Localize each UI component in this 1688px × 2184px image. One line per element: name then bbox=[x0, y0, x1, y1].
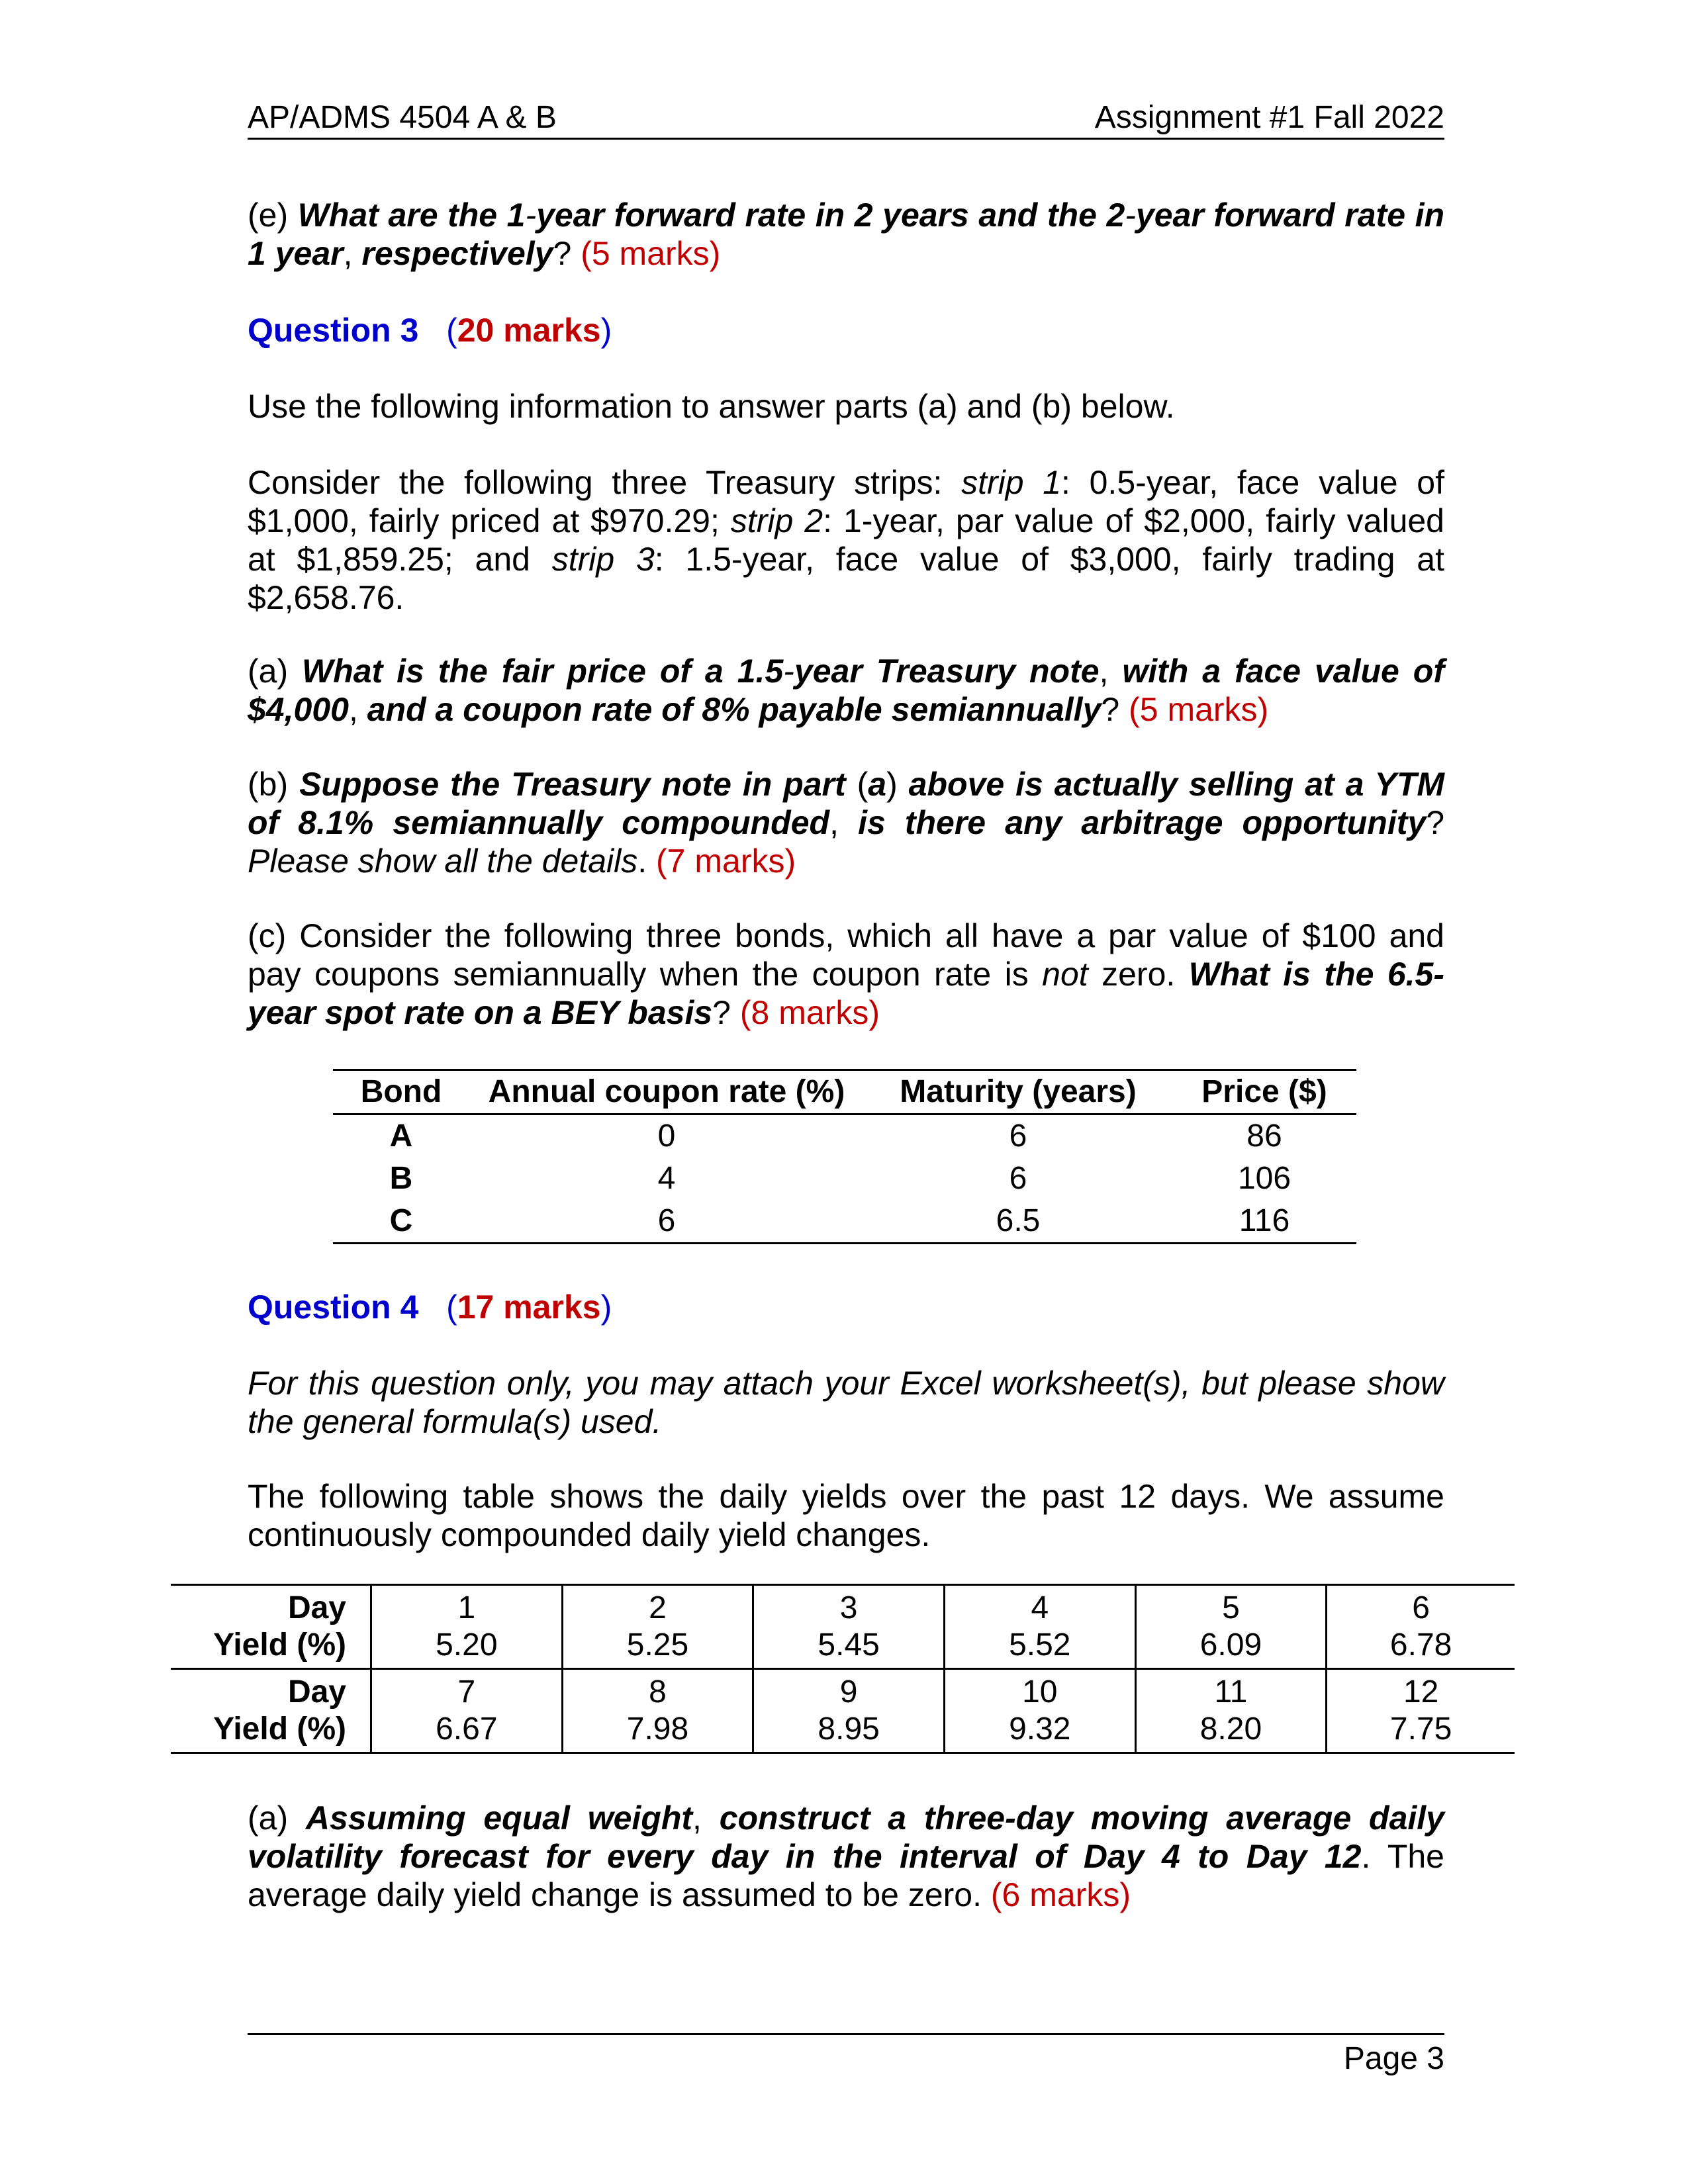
yield-label: Yield (%) bbox=[213, 1711, 346, 1747]
marks-label: (8 marks) bbox=[739, 994, 880, 1031]
marks-label: (6 marks) bbox=[990, 1876, 1131, 1913]
yield-table-block-1 bbox=[171, 1585, 1515, 1669]
marks-label: (5 marks) bbox=[581, 235, 721, 272]
bond-table-header bbox=[333, 1070, 1356, 1115]
table-row: B 4 6 106 bbox=[389, 1161, 1291, 1196]
question-4a: (a) Assuming equal weight, construct a three-day moving average daily volatility forecast for every day in the interval of Day 4 to Day 12. The average daily yield change is assumed to be zero. (6 marks) bbox=[248, 1799, 1444, 1913]
table-cell: 2 5.25 bbox=[562, 1585, 753, 1669]
header-course: AP/ADMS 4504 A & B bbox=[248, 100, 557, 135]
table-cell: 9 8.95 bbox=[753, 1669, 945, 1753]
table-cell: 10 9.32 bbox=[944, 1669, 1135, 1753]
col-header-price: Price ($) bbox=[1172, 1070, 1356, 1115]
treasury-strips-text: Consider the following three Treasury strips: strip 1: 0.5-year, face value of $1,000, fairly priced at $970.29; strip 2: 1-year, par value of $2,000, fairly valued at $1,859.25; and strip 3: 1.5-year, face value of $3,000, fairly trading at $2,658.76. bbox=[248, 464, 1444, 616]
table-cell: 1 5.20 bbox=[371, 1585, 563, 1669]
day-label: Day bbox=[287, 1674, 346, 1709]
question-4-instruction: For this question only, you may attach your Excel worksheet(s), but please show the general formula(s) used. bbox=[248, 1365, 1444, 1440]
table-row: C 6 6.5 116 bbox=[333, 1200, 1356, 1244]
table-row: A 0 6 86 bbox=[389, 1118, 1282, 1154]
page-header bbox=[248, 97, 1444, 140]
question-3a: (a) What is the fair price of a 1.5-year Treasury note, with a face value of $4,000, and a coupon rate of 8% payable semiannually? (5 marks) bbox=[248, 653, 1444, 728]
question-4-intro: The following table shows the daily yields over the past 12 days. We assume continuously compounded daily yield changes. bbox=[248, 1478, 1444, 1553]
table-cell: 3 5.45 bbox=[753, 1585, 945, 1669]
yield-label: Yield (%) bbox=[213, 1627, 346, 1662]
table-cell: 7 6.67 bbox=[371, 1669, 563, 1753]
footer-rule bbox=[248, 2033, 1444, 2035]
col-header-maturity: Maturity (years) bbox=[864, 1070, 1172, 1115]
question-3-intro: Use the following information to answer parts (a) and (b) below. bbox=[248, 388, 1175, 425]
marks-label: (7 marks) bbox=[656, 842, 796, 880]
table-cell: 5 6.09 bbox=[1135, 1585, 1327, 1669]
table-cell: 12 7.75 bbox=[1327, 1669, 1515, 1753]
yield-table-block-2 bbox=[171, 1669, 1515, 1753]
part-e-question: (e) What are the 1-year forward rate in 2 years and the 2-year forward rate in 1 year, respectively? (5 marks) bbox=[248, 197, 1445, 272]
col-header-coupon: Annual coupon rate (%) bbox=[469, 1070, 864, 1115]
table-cell: 8 7.98 bbox=[562, 1669, 753, 1753]
table-cell: 11 8.20 bbox=[1135, 1669, 1327, 1753]
header-assignment: Assignment #1 Fall 2022 bbox=[1094, 100, 1444, 135]
marks-label: (5 marks) bbox=[1129, 691, 1269, 728]
page-number: Page 3 bbox=[1343, 2041, 1444, 2076]
question-3c: (c) Consider the following three bonds, which all have a par value of $100 and pay coupons semiannually when the coupon rate is not zero. What is the 6.5-year spot rate on a BEY basis? (8 marks) bbox=[248, 917, 1444, 1031]
question-3b: (b) Suppose the Treasury note in part (a) above is actually selling at a YTM of 8.1% semiannually compounded, is there any arbitrage opportunity? Please show all the details. (7 marks) bbox=[248, 766, 1445, 880]
day-label: Day bbox=[287, 1590, 346, 1625]
col-header-bond: Bond bbox=[333, 1070, 469, 1115]
question-3-heading: Question 3 (20 marks) bbox=[248, 312, 612, 349]
table-cell: 6 6.78 bbox=[1327, 1585, 1515, 1669]
table-cell: 4 5.52 bbox=[944, 1585, 1135, 1669]
question-4-heading: Question 4 (17 marks) bbox=[248, 1289, 612, 1326]
bond-table bbox=[333, 1069, 1356, 1244]
yield-table bbox=[171, 1584, 1515, 1754]
